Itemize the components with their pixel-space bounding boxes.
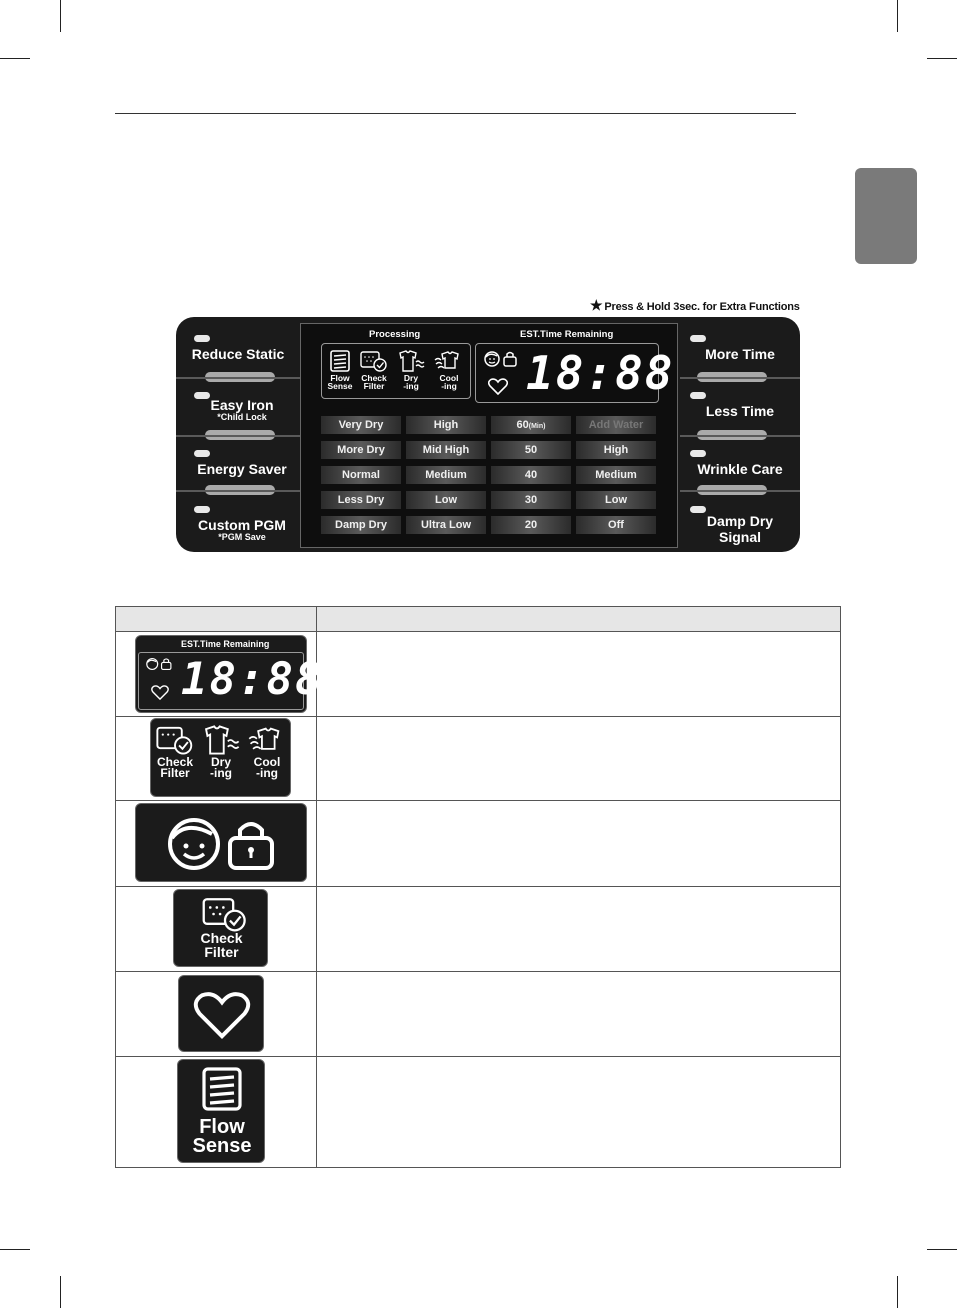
cooling-icon [248, 725, 286, 755]
flow-sense-icon [330, 350, 350, 372]
sample-frame [138, 652, 324, 710]
crop-mark [897, 1276, 898, 1308]
sample-label: EST.Time Remaining [181, 639, 270, 649]
check-filter-icon [156, 725, 194, 755]
time-value: 60 [516, 419, 529, 431]
cooling-icon [434, 350, 464, 372]
button-label: More Time [705, 346, 775, 362]
status-label: Cool [439, 373, 459, 383]
icon-cell [116, 717, 317, 801]
table-row [116, 801, 841, 887]
drying-icon [202, 725, 240, 755]
dry-level-damp-dry[interactable]: Damp Dry [321, 516, 401, 534]
extra-functions-note [590, 297, 800, 314]
check-label: Check [200, 930, 243, 946]
icon-cell [116, 972, 317, 1057]
status-label: -ing [441, 381, 457, 391]
description-cell [317, 717, 841, 801]
description-cell [317, 1057, 841, 1168]
check-filter-icon [360, 350, 388, 372]
sample-digits: 18:88 [181, 654, 324, 705]
check-filter-status [358, 350, 390, 390]
sample-label [174, 931, 269, 959]
indicator-led [690, 392, 706, 399]
table-row [116, 717, 841, 801]
time-60[interactable] [491, 416, 571, 434]
status-label: Cool [253, 755, 281, 769]
status-label: Check [361, 373, 387, 383]
dry-level-normal[interactable]: Normal [321, 466, 401, 484]
button-sublabel: *Child Lock [217, 412, 267, 422]
status-label: Sense [327, 381, 353, 391]
status-label: Flow [330, 373, 350, 383]
heart-sample [178, 975, 264, 1052]
header-rule [115, 113, 796, 114]
filter-label: Filter [204, 944, 239, 960]
temp-high[interactable]: High [406, 416, 486, 434]
processing-icons-frame [321, 343, 471, 399]
flow-label: Flow [199, 1116, 245, 1138]
button-label: Damp Dry [706, 513, 774, 529]
heart-icon [151, 685, 169, 700]
control-panel [176, 317, 800, 552]
icon-cell [116, 887, 317, 972]
divider [176, 490, 300, 492]
status-label: -ing [210, 766, 232, 780]
status-group-sample [150, 718, 291, 797]
icon-cell [116, 632, 324, 717]
status-label: Dry [210, 755, 231, 769]
button-label: Easy Iron [210, 397, 274, 413]
time-display-sample [135, 635, 324, 713]
temp-medium[interactable]: Medium [406, 466, 486, 484]
time-20[interactable]: 20 [491, 516, 571, 534]
flow-sense-sample [177, 1059, 265, 1163]
drying-status [396, 350, 426, 390]
sample-label [178, 1118, 266, 1156]
table-header-cell [116, 607, 317, 632]
time-digits: 18:88 [526, 346, 675, 400]
option-high[interactable]: High [576, 441, 656, 459]
icon-description-table [115, 606, 841, 1168]
table-header-row [116, 607, 841, 632]
button-label: Wrinkle Care [697, 461, 783, 477]
indicator-led [194, 335, 210, 342]
status-label: Check [156, 755, 194, 769]
button-label: Custom PGM [198, 517, 286, 533]
icon-cell [116, 801, 317, 887]
status-label: -ing [403, 381, 419, 391]
crop-mark [927, 1249, 957, 1250]
status-label: Filter [160, 766, 190, 780]
indicator-led [194, 506, 210, 513]
dry-level-very-dry[interactable]: Very Dry [321, 416, 401, 434]
indicator-led [194, 450, 210, 457]
custom-pgm-button[interactable] [176, 503, 308, 549]
button-label: Reduce Static [191, 346, 285, 362]
crop-mark [897, 0, 898, 32]
display-screen [300, 323, 678, 548]
divider [680, 435, 800, 437]
child-lock-icon [166, 816, 276, 872]
table-row [116, 972, 841, 1057]
status-label: Dry [403, 373, 419, 383]
option-off[interactable]: Off [576, 516, 656, 534]
divider [680, 490, 800, 492]
time-display-frame [475, 343, 675, 403]
button-sublabel: *PGM Save [218, 532, 266, 542]
check-filter-status [153, 725, 197, 779]
table-row [116, 1057, 841, 1168]
heart-icon [488, 378, 508, 395]
star-icon: ★ [590, 297, 603, 313]
note-text: Press & Hold 3sec. for Extra Functions [604, 301, 800, 313]
temp-ultra-low[interactable]: Ultra Low [406, 516, 486, 534]
divider [680, 377, 800, 379]
indicator-led [690, 335, 706, 342]
drying-icon [397, 350, 425, 372]
indicator-led [194, 392, 210, 399]
dry-level-less-dry[interactable]: Less Dry [321, 491, 401, 509]
time-50[interactable]: 50 [491, 441, 571, 459]
description-cell [317, 972, 841, 1057]
crop-mark [927, 58, 957, 59]
table-row [116, 887, 841, 972]
crop-mark [0, 58, 30, 59]
description-cell [317, 801, 841, 887]
heart-icon [193, 991, 251, 1039]
min-unit: (Min) [528, 423, 546, 430]
crop-mark [60, 1276, 61, 1308]
dry-level-more-dry[interactable]: More Dry [321, 441, 401, 459]
cooling-status [432, 350, 466, 390]
option-low[interactable]: Low [576, 491, 656, 509]
child-lock-icon [484, 350, 520, 368]
status-label: Filter [363, 381, 385, 391]
child-lock-icon [145, 657, 175, 671]
drying-status [199, 725, 243, 779]
description-cell [317, 632, 841, 717]
option-medium[interactable]: Medium [576, 466, 656, 484]
flow-sense-status [325, 350, 355, 390]
temp-mid-high[interactable]: Mid High [406, 441, 486, 459]
sense-label: Sense [192, 1135, 252, 1157]
table-header-cell [317, 607, 841, 632]
check-filter-icon [202, 896, 248, 932]
section-tab [855, 168, 917, 264]
divider [176, 435, 300, 437]
time-30[interactable]: 30 [491, 491, 571, 509]
indicator-led [690, 506, 706, 513]
button-label-line2: Signal [718, 529, 761, 545]
processing-label: Processing [369, 329, 421, 340]
temp-low[interactable]: Low [406, 491, 486, 509]
check-filter-sample [173, 889, 268, 967]
cooling-status [245, 725, 289, 779]
flow-sense-icon [202, 1066, 242, 1112]
table-row [116, 632, 841, 717]
add-water-indicator: Add Water [576, 416, 656, 434]
button-label: Energy Saver [197, 461, 287, 477]
status-label: -ing [256, 766, 278, 780]
time-remaining-label: EST.Time Remaining [520, 329, 614, 340]
damp-dry-signal-button[interactable] [680, 503, 800, 549]
divider [176, 377, 300, 379]
indicator-led [690, 450, 706, 457]
time-40[interactable]: 40 [491, 466, 571, 484]
crop-mark [0, 1249, 30, 1250]
description-cell [317, 887, 841, 972]
child-lock-sample [135, 803, 307, 882]
crop-mark [60, 0, 61, 32]
button-label: Less Time [705, 403, 775, 419]
icon-cell [116, 1057, 317, 1168]
